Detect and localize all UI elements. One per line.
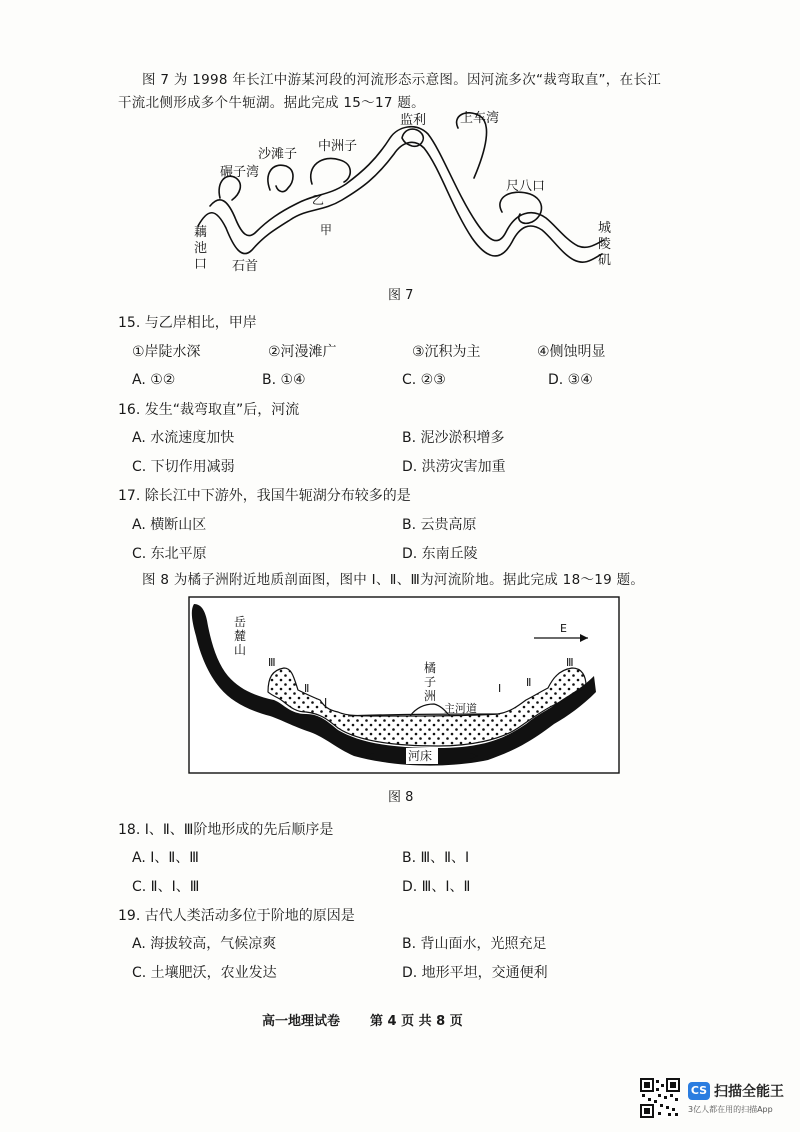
label-juzizhou-1: 橘: [424, 661, 437, 675]
label-hechuang: 河床: [408, 749, 433, 763]
q16-option-d: D. 洪涝灾害加重: [402, 459, 506, 475]
label-shangchewan: 上车湾: [460, 111, 500, 126]
q19-stem: 19. 古代人类活动多位于阶地的原因是: [118, 908, 355, 924]
label-jianli: 监利: [400, 113, 427, 128]
label-terrace-2-east: Ⅱ: [526, 676, 532, 689]
q15-option-d: D. ③④: [548, 372, 593, 388]
label-ouchikou-2: 池: [194, 241, 208, 256]
q18-stem: 18. Ⅰ、Ⅱ、Ⅲ阶地形成的先后顺序是: [118, 822, 334, 838]
figure-8-caption: 图 8: [388, 790, 414, 805]
oxbow-shatanzi: [268, 165, 293, 191]
label-zhongzhouzi: 中洲子: [318, 139, 358, 154]
label-terrace-1-west: Ⅰ: [324, 696, 328, 709]
label-zhuhedao: 主河道: [444, 702, 477, 715]
label-chenglingji-3: 矶: [598, 253, 612, 268]
q15-item-1: ①岸陡水深: [132, 344, 201, 360]
label-niezi: 碾子湾: [220, 165, 260, 180]
intro-fig8-line1: 图 8 为橘子洲附近地质剖面图，图中 Ⅰ、Ⅱ、Ⅲ为河流阶地。据此完成 18～19 题。: [142, 572, 645, 588]
q16-option-c: C. 下切作用减弱: [132, 459, 235, 475]
label-chenglingji-1: 城: [598, 221, 612, 236]
q17-stem: 17. 除长江中下游外，我国牛轭湖分布较多的是: [118, 488, 411, 504]
q19-option-d: D. 地形平坦，交通便利: [402, 965, 548, 981]
q15-option-c: C. ②③: [402, 372, 446, 388]
label-terrace-3-west: Ⅲ: [268, 656, 276, 669]
q15-stem: 15. 与乙岸相比，甲岸: [118, 315, 257, 331]
q15-item-4: ④侧蚀明显: [537, 344, 606, 360]
footer-page-number: 第 4 页 共 8 页: [370, 1014, 463, 1029]
watermark-app-name: 扫描全能王: [714, 1084, 784, 1100]
q18-option-b: B. Ⅲ、Ⅱ、Ⅰ: [402, 850, 470, 866]
q16-option-a: A. 水流速度加快: [132, 430, 235, 446]
q15-option-a: A. ①②: [132, 372, 176, 388]
camscanner-logo-icon: CS: [688, 1082, 710, 1100]
q15-item-2: ②河漫滩广: [268, 344, 337, 360]
figure-7-caption: 图 7: [388, 288, 414, 303]
label-chenglingji-2: 陵: [598, 237, 612, 252]
q17-option-c: C. 东北平原: [132, 546, 207, 562]
label-ouchikou-1: 藕: [194, 225, 208, 240]
oxbow-zhongzhouzi: [311, 158, 351, 184]
intro-fig7-line1: 图 7 为 1998 年长江中游某河段的河流形态示意图。因河流多次“裁弯取直”，在长江: [142, 72, 661, 88]
watermark-tagline: 3亿人都在用的扫描App: [688, 1105, 773, 1114]
q18-option-d: D. Ⅲ、Ⅰ、Ⅱ: [402, 879, 471, 895]
label-yuelushan-3: 山: [234, 643, 247, 657]
q17-option-b: B. 云贵高原: [402, 517, 477, 533]
q17-option-d: D. 东南丘陵: [402, 546, 478, 562]
label-juzizhou-3: 洲: [424, 689, 437, 703]
label-yuelushan-2: 麓: [234, 629, 247, 643]
figure-7-river-map: [190, 108, 620, 278]
q19-option-b: B. 背山面水，光照充足: [402, 936, 547, 952]
label-jia: 甲: [320, 223, 333, 237]
label-terrace-2-west: Ⅱ: [304, 682, 310, 695]
label-terrace-3-east: Ⅲ: [566, 656, 574, 669]
footer-title: 高一地理试卷: [262, 1014, 341, 1029]
label-shatanzi: 沙滩子: [258, 147, 298, 162]
label-shishou: 石首: [232, 259, 259, 274]
intro-fig7-line2: 干流北侧形成多个牛轭湖。据此完成 15～17 题。: [118, 95, 425, 111]
label-juzizhou-2: 子: [424, 675, 437, 689]
q16-stem: 16. 发生“裁弯取直”后，河流: [118, 402, 300, 418]
q18-option-a: A. Ⅰ、Ⅱ、Ⅲ: [132, 850, 199, 866]
label-yuelushan-1: 岳: [234, 615, 247, 629]
oxbow-chibakou: [500, 192, 542, 223]
figure-8-profile: [188, 596, 620, 774]
q16-option-b: B. 泥沙淤积增多: [402, 430, 505, 446]
label-chibakou: 尺八口: [506, 179, 546, 194]
label-terrace-1-east: Ⅰ: [498, 682, 502, 695]
label-yi: 乙: [312, 193, 325, 207]
label-ouchikou-3: 口: [194, 257, 208, 272]
q19-option-a: A. 海拔较高，气候凉爽: [132, 936, 277, 952]
q19-option-c: C. 土壤肥沃，农业发达: [132, 965, 277, 981]
q17-option-a: A. 横断山区: [132, 517, 207, 533]
label-east: E: [560, 622, 567, 635]
q18-option-c: C. Ⅱ、Ⅰ、Ⅲ: [132, 879, 200, 895]
q15-item-3: ③沉积为主: [412, 344, 481, 360]
qr-code-icon: [640, 1078, 680, 1118]
q15-option-b: B. ①④: [262, 372, 306, 388]
